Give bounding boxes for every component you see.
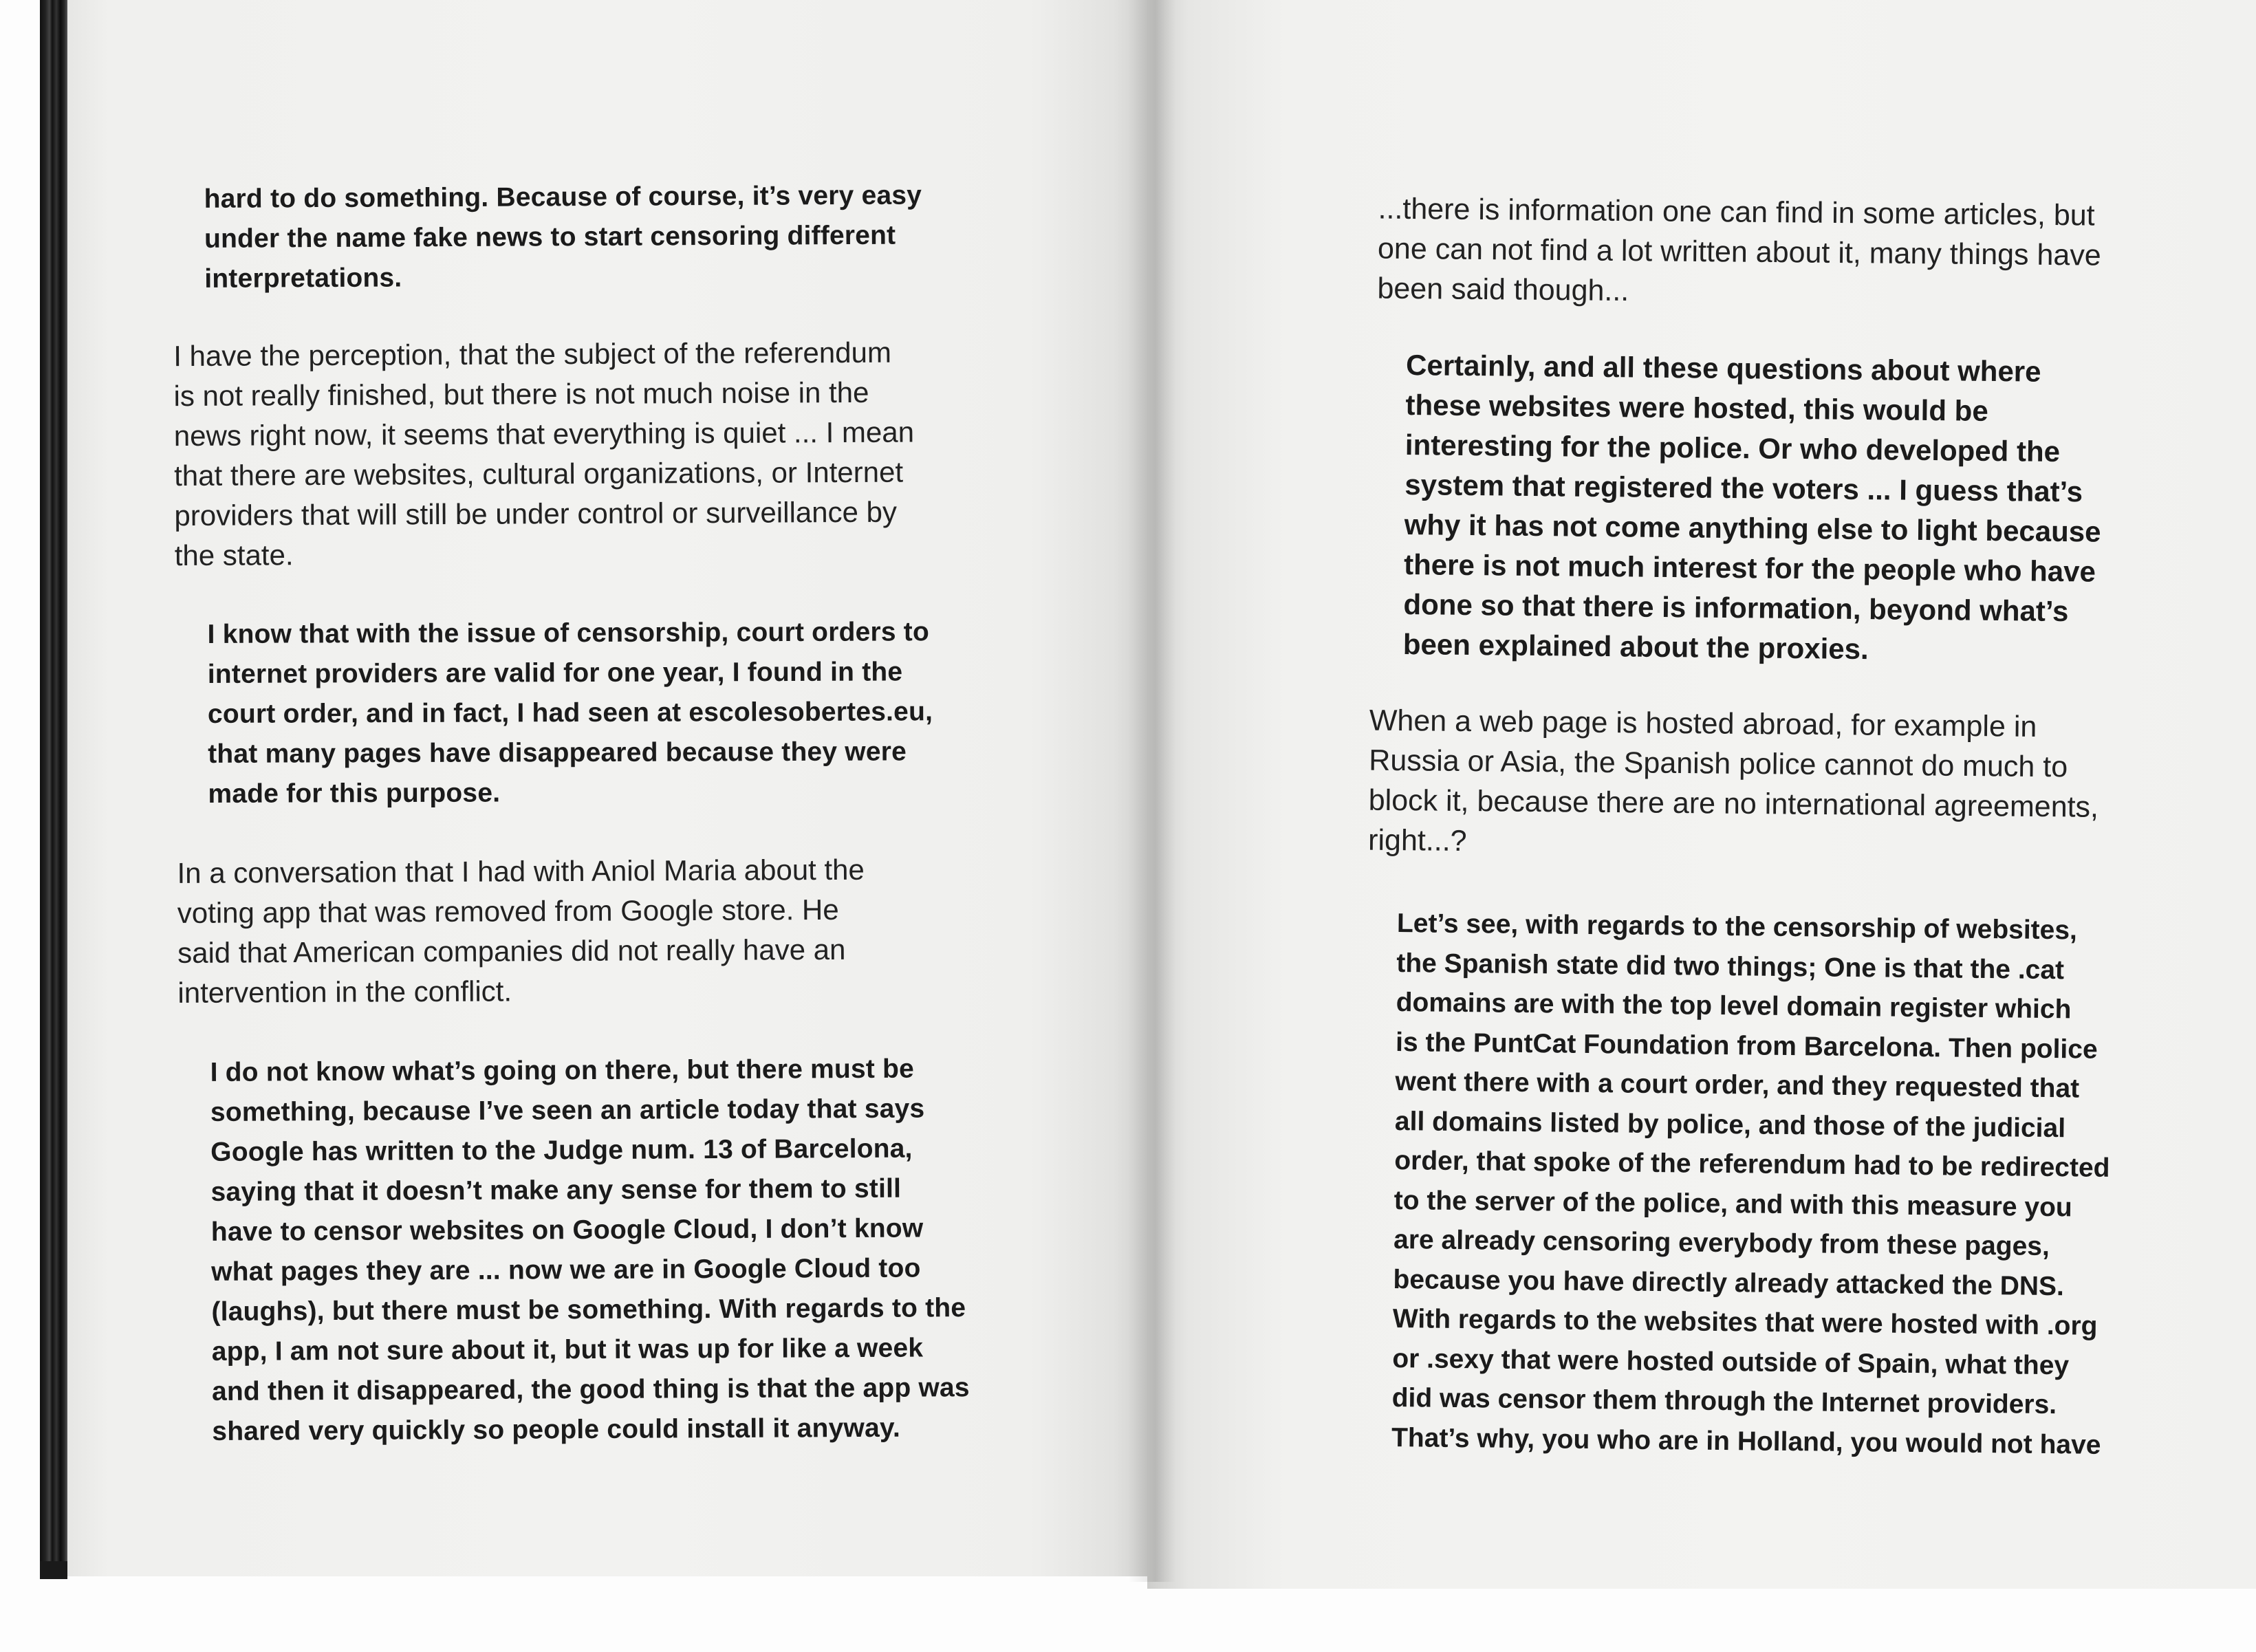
text-line: I have the perception, that the subject of the referendum [173, 336, 892, 373]
text-line: have to censor websites on Google Cloud, I don’t know [210, 1213, 924, 1247]
text-line: (laughs), but there must be something. With regards to the [211, 1293, 966, 1327]
text-line: ...there is information one can find in some articles, but [1378, 192, 2095, 232]
text-line: That’s why, you who are in Holland, you would not have [1391, 1422, 2101, 1460]
text-line: When a web page is hosted abroad, for example in [1369, 704, 2037, 743]
text-line: the Spanish state did two things; One is that the .cat [1396, 948, 2065, 985]
text-line: block it, because there are no international agreements, [1368, 783, 2099, 824]
right-paragraph-2 [1403, 345, 2191, 673]
left-paragraph-1 [204, 175, 975, 299]
text-line: Let’s see, with regards to the censorship of websites, [1396, 909, 2078, 946]
text-line: app, I am not sure about it, but it was up for like a week [211, 1333, 924, 1367]
text-line: made for this purpose. [208, 778, 501, 809]
text-line: internet providers are valid for one year, I found in the [207, 657, 903, 689]
text-line: that there are websites, cultural organizations, or Internet [174, 455, 904, 492]
text-line: voting app that was removed from Google store. He [177, 893, 839, 929]
text-line: system that registered the voters ... I guess that’s [1404, 468, 2083, 508]
text-line: or .sexy that were hosted outside of Spain, what they [1392, 1343, 2070, 1380]
text-line: one can not find a lot written about it, many things have [1377, 232, 2101, 272]
text-line: been explained about the proxies. [1402, 628, 1869, 666]
text-line: intervention in the conflict. [177, 975, 512, 1009]
text-line: interesting for the police. Or who developed the [1404, 428, 2061, 468]
text-line: Certainly, and all these questions about where [1405, 349, 2041, 388]
text-line: the state. [174, 539, 294, 572]
text-line: something, because I’ve seen an article today that says [210, 1094, 925, 1127]
right-paragraph-3 [1368, 701, 2140, 868]
text-line: what pages they are ... now we are in Google Cloud too [211, 1253, 921, 1287]
text-line: why it has not come anything else to light because [1404, 508, 2101, 548]
text-line: In a conversation that I had with Aniol Maria about the [177, 853, 865, 889]
text-line: order, that spoke of the referendum had to be redirected [1394, 1146, 2110, 1183]
text-line: these websites were hosted, this would be [1405, 389, 1988, 427]
text-line: With regards to the websites that were hosted with .org [1392, 1304, 2098, 1341]
text-line: shared very quickly so people could install it anyway. [212, 1413, 901, 1446]
text-line: right...? [1367, 823, 1467, 858]
left-paragraph-4 [177, 849, 948, 1013]
text-line: to the server of the police, and with this measure you [1393, 1185, 2072, 1222]
text-line: done so that there is information, beyond what’s [1403, 588, 2069, 628]
text-line: under the name fake news to start censoring different [204, 220, 896, 254]
text-line: is not really finished, but there is not much noise in the [173, 376, 869, 413]
left-paragraph-5 [210, 1049, 982, 1452]
text-line: are already censoring everybody from these pages, [1393, 1225, 2050, 1262]
text-line: been said though... [1377, 272, 1629, 308]
book-edge-bottom [40, 1561, 67, 1579]
text-line: hard to do something. Because of course, it’s very easy [204, 180, 922, 214]
text-line: interpretations. [204, 263, 402, 294]
left-paragraph-2 [173, 332, 993, 576]
text-line: all domains listed by police, and those of the judicial [1394, 1106, 2066, 1143]
text-line: I do not know what’s going on there, but there must be [210, 1054, 915, 1087]
text-line: saying that it doesn’t make any sense for them to still [210, 1173, 902, 1207]
text-line: domains are with the top level domain register which [1396, 988, 2072, 1025]
text-line: and then it disappeared, the good thing is that the app was [211, 1373, 970, 1406]
text-line: providers that will still be under control or surveillance by [174, 495, 898, 532]
text-line: because you have directly already attacked the DNS. [1393, 1264, 2065, 1301]
text-line: Russia or Asia, the Spanish police cannot do much to [1369, 743, 2068, 784]
right-paragraph-1 [1377, 189, 2162, 316]
page-gutter [1128, 0, 1176, 1582]
right-paragraph-4 [1391, 904, 2181, 1466]
text-line: that many pages have disappeared because they were [208, 737, 907, 769]
text-line: is the PuntCat Foundation from Barcelona. Then police [1395, 1027, 2098, 1065]
text-line: Google has written to the Judge num. 13 of Barcelona, [210, 1133, 913, 1167]
text-line: court order, and in fact, I had seen at escolesobertes.eu, [207, 697, 933, 729]
text-line: I know that with the issue of censorship, court orders to [207, 617, 930, 649]
text-line: said that American companies did not really have an [177, 933, 846, 969]
book-edge [40, 0, 67, 1568]
left-paragraph-3 [207, 612, 978, 814]
text-line: went there with a court order, and they requested that [1395, 1067, 2080, 1104]
text-line: there is not much interest for the people who have [1403, 548, 2096, 588]
text-line: did was censor them through the Internet providers. [1391, 1383, 2057, 1420]
text-line: news right now, it seems that everything is quiet ... I mean [173, 415, 915, 453]
